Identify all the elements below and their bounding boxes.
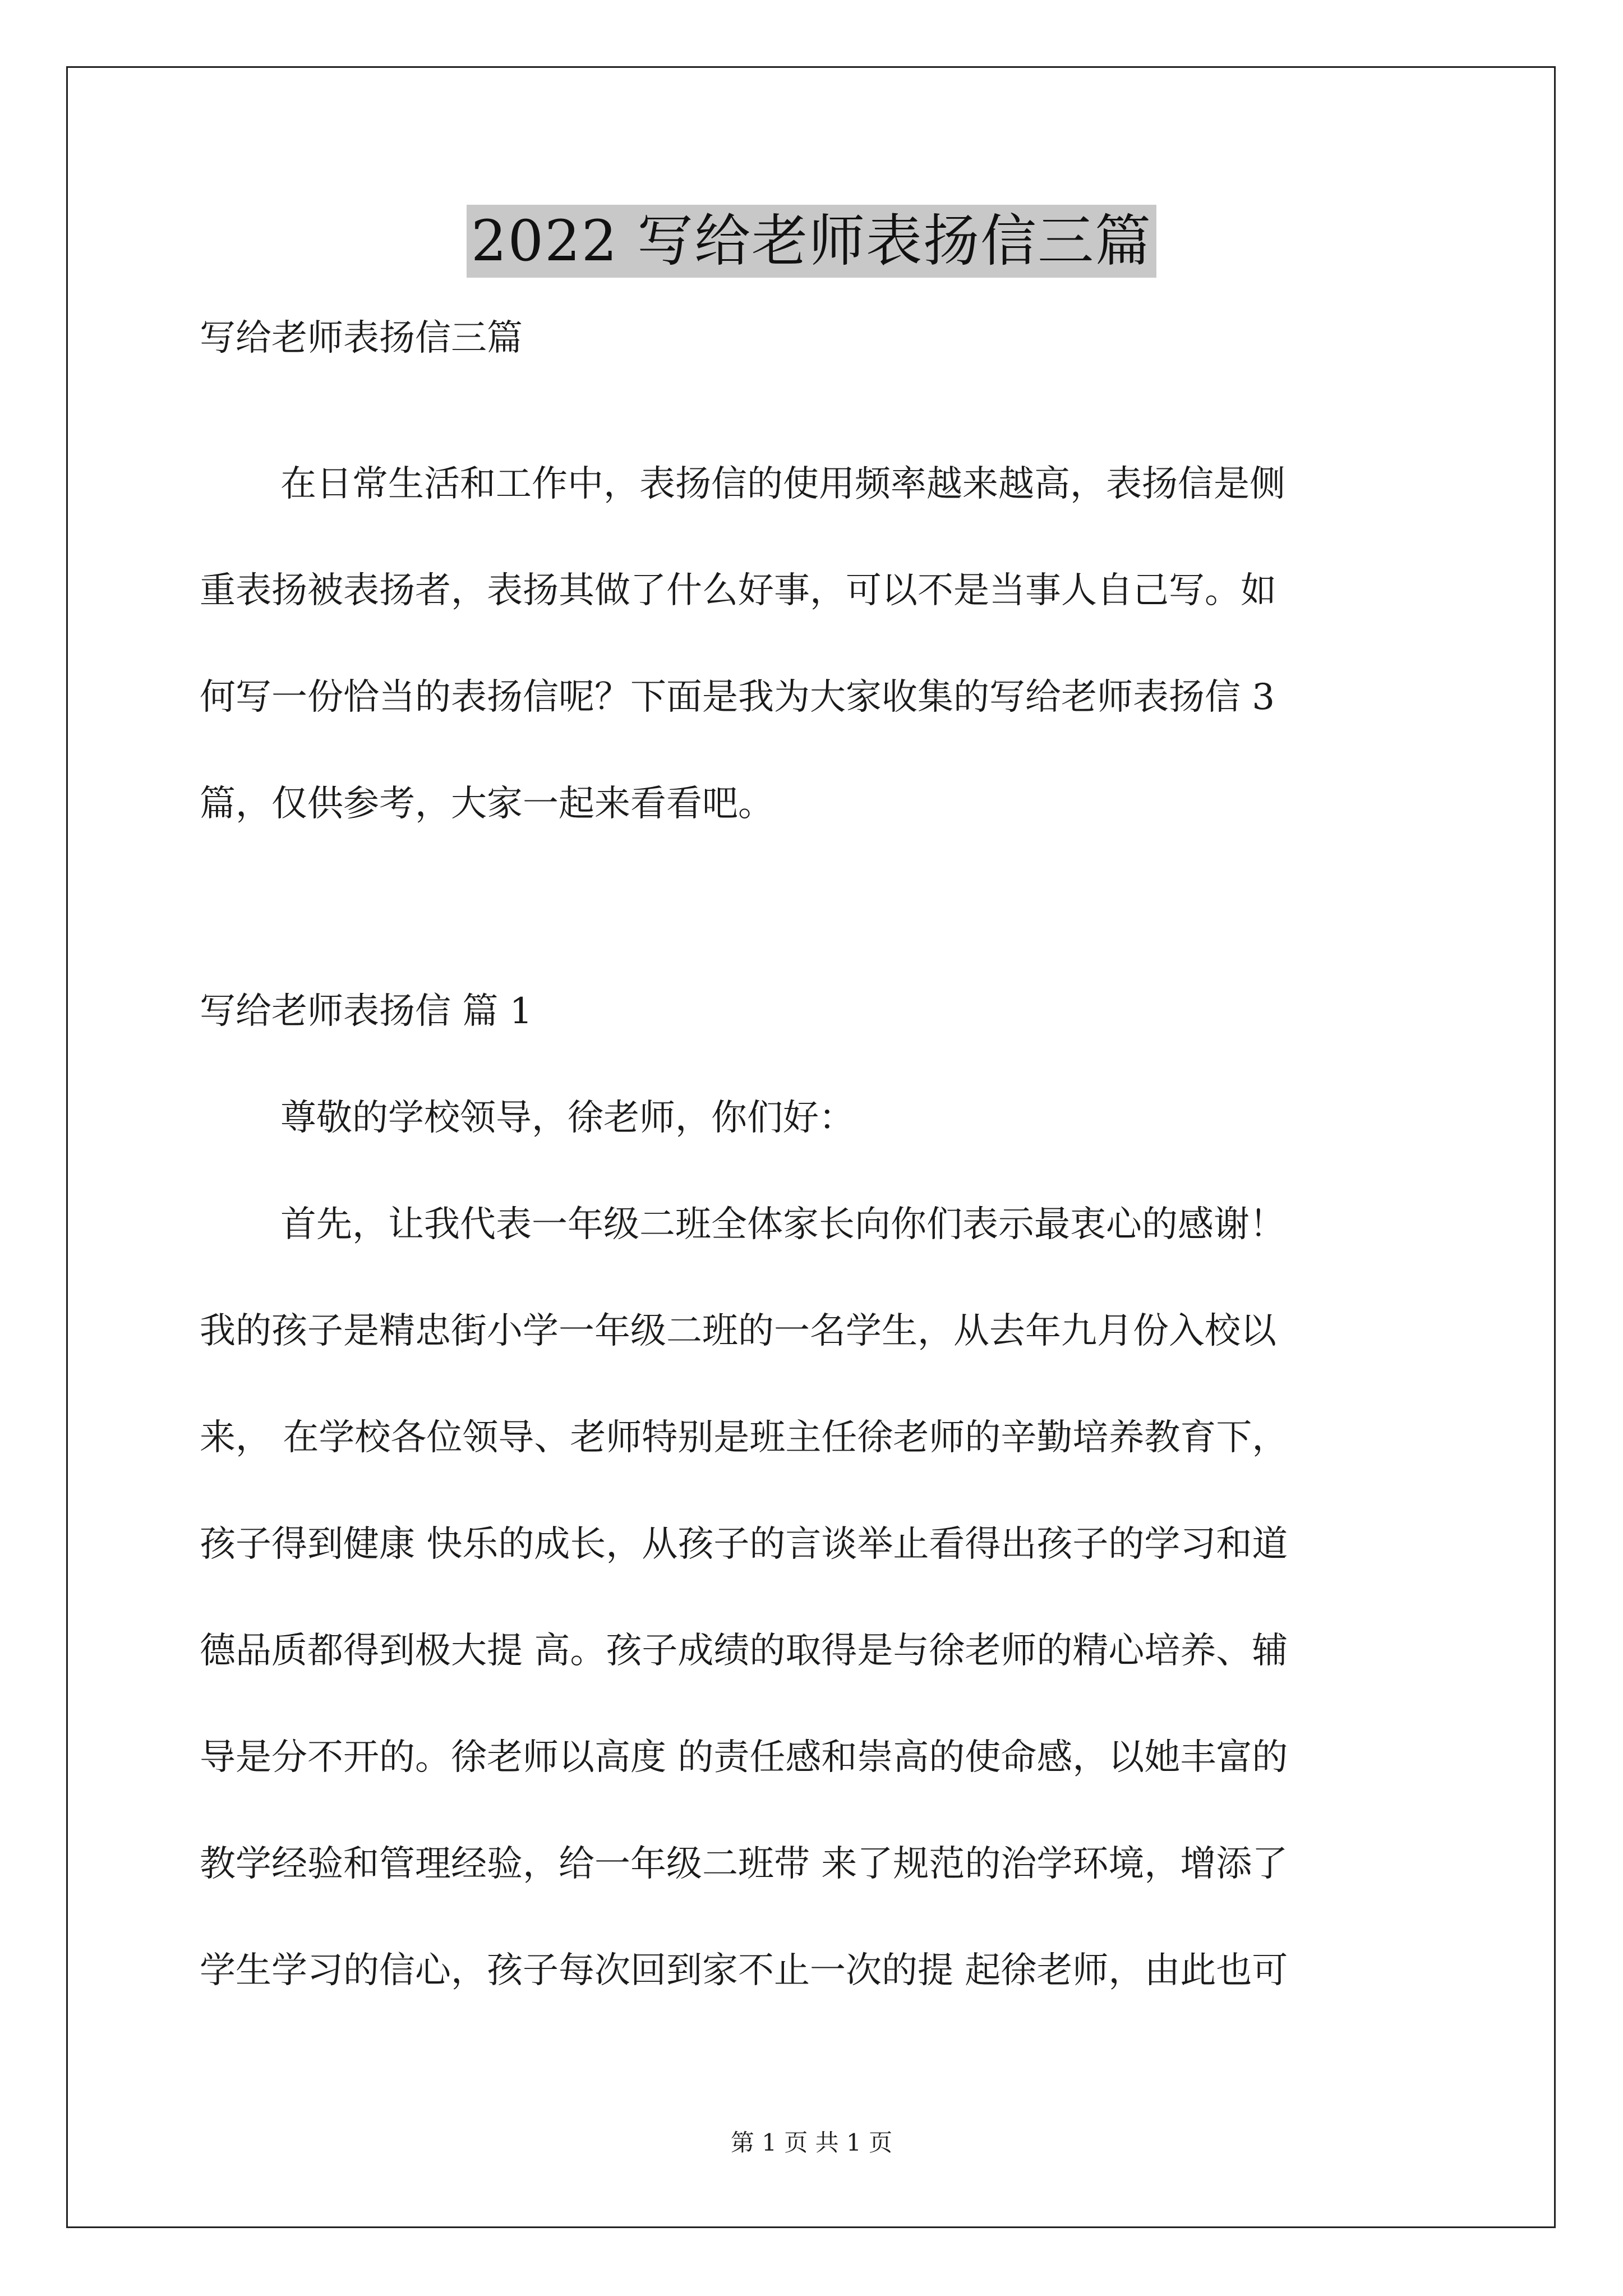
page-footer: 第 1 页 共 1 页	[730, 2129, 893, 2156]
document-title: 2022 写给老师表扬信三篇	[467, 205, 1156, 278]
document-subtitle: 写给老师表扬信三篇	[200, 318, 523, 359]
body-line: 导是分不开的。徐老师以高度 的责任感和崇高的使命感，以她丰富的	[200, 1737, 1288, 1778]
section-heading: 写给老师表扬信 篇 1	[200, 991, 533, 1032]
intro-line: 何写一份恰当的表扬信呢？下面是我为大家收集的写给老师表扬信 3	[200, 677, 1275, 718]
intro-line: 重表扬被表扬者，表扬其做了什么好事，可以不是当事人自己写。如	[200, 570, 1276, 611]
body-line: 我的孩子是精忠街小学一年级二班的一名学生，从去年九月份入校以	[200, 1310, 1276, 1352]
body-line: 教学经验和管理经验，给一年级二班带 来了规范的治学环境，增添了	[200, 1843, 1288, 1885]
page-border	[66, 66, 1556, 2228]
intro-line: 篇，仅供参考，大家一起来看看吧。	[200, 783, 774, 825]
intro-line: 在日常生活和工作中，表扬信的使用频率越来越高，表扬信是侧	[280, 463, 1285, 505]
body-line: 学生学习的信心，孩子每次回到家不止一次的提 起徐老师，由此也可	[200, 1950, 1288, 1991]
body-line: 来， 在学校各位领导、老师特别是班主任徐老师的辛勤培养教育下，	[200, 1417, 1288, 1458]
body-line: 孩子得到健康 快乐的成长，从孩子的言谈举止看得出孩子的学习和道	[200, 1524, 1288, 1565]
body-line: 首先，让我代表一年级二班全体家长向你们表示最衷心的感谢！	[280, 1204, 1285, 1245]
body-line: 德品质都得到极大提 高。孩子成绩的取得是与徐老师的精心培养、辅	[200, 1630, 1288, 1672]
salutation: 尊敬的学校领导，徐老师，你们好：	[280, 1097, 855, 1139]
title-block	[0, 205, 1623, 278]
